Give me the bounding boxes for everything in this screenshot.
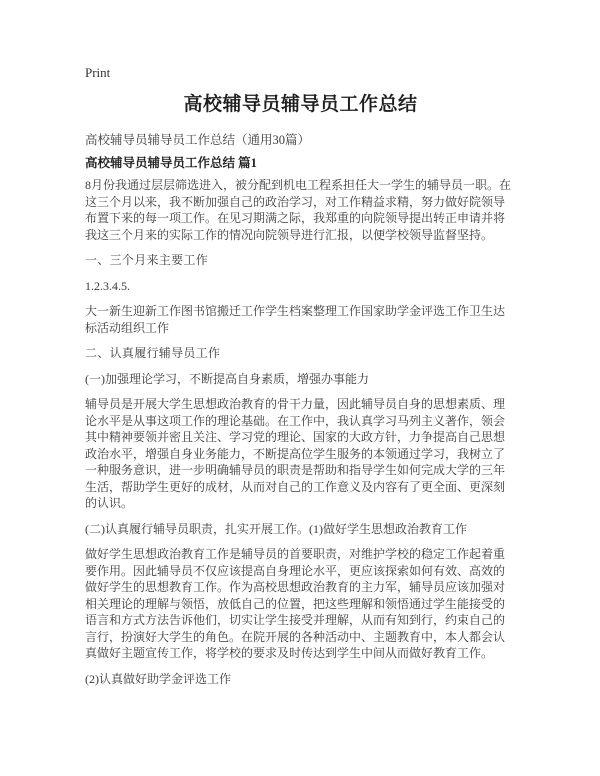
document-subtitle: 高校辅导员辅导员工作总结（通用30篇） [85,133,311,147]
section-heading-part1: 高校辅导员辅导员工作总结 篇1 [85,155,257,170]
subheading-theory-study: (一)加强理论学习，不断提高自身素质，增强办事能力 [85,371,369,386]
print-button[interactable]: Print [85,65,111,80]
paragraph-work-items: 大一新生迎新工作图书馆搬迁工作学生档案整理工作国家助学金评选工作卫生达标活动组织工作 [85,304,506,335]
paragraph-political-education: 做好学生思想政治教育工作是辅导员的首要职责，对维护学校的稳定工作起着重要作用。因此辅导员不仅应该提高自身理论水平，更应该探索如何有效、高效的做好学生的思想教育工作。作为高校思想政治教育的主力军，辅导员应该加强对相关理论的理解与领悟，放低自己的位置，把这些理解和领悟通过学生能接受的语言和方式方法告诉他们，切实让学生接受并理解，从而有知到行，约束自己的言行，扮演好大学生的角色。在院开展的各种活动中、主题教育中，本人都会认真做好主题宣传工作，将学校的要求及时传达到学生中间从而做好教育工作。 [85,547,506,660]
heading-fulfil-counselor-work: 二、认真履行辅导员工作 [85,346,221,360]
list-numbers: 1.2.3.4.5. [85,278,130,293]
heading-three-months-main-work: 一、三个月来主要工作 [85,253,209,267]
paragraph-intro: 8月份我通过层层筛选进入，被分配到机电工程系担任大一学生的辅导员一职。在这三个月以来，我不断加强自己的政治学习，对工作精益求精，努力做好院领导布置下来的每一项工作。在见习期满之际，我郑重的向院领导提出转正申请并将我这三个月来的实际工作的情况向院领导进行汇报，以便学校领导监督坚持。 [85,178,512,242]
paragraph-theory-study: 辅导员是开展大学生思想政治教育的骨干力量，因此辅导员自身的思想素质、理论水平是从事这项工作的理论基础。在工作中，我认真学习马列主义著作，领会其中精神要领并密且关注、学习党的理论、国家的大政方针，力争提高自己思想政治水平，增强自身业务能力，不断提高位学生服务的本领通过学习，我树立了一种服务意识，进一步明确辅导员的职责是帮助和指导学生如何完成大学的三年生活，帮助学生更好的成材，从而对自己的工作意义及内容有了更全面、更深刻的认识。 [85,397,506,510]
subheading-grant-selection: (2)认真做好助学金评选工作 [85,671,231,686]
subheading-duties-education: (二)认真履行辅导员职责，扎实开展工作。(1)做好学生思想政治教育工作 [85,521,467,536]
page-title: 高校辅导员辅导员工作总结 [183,94,418,115]
